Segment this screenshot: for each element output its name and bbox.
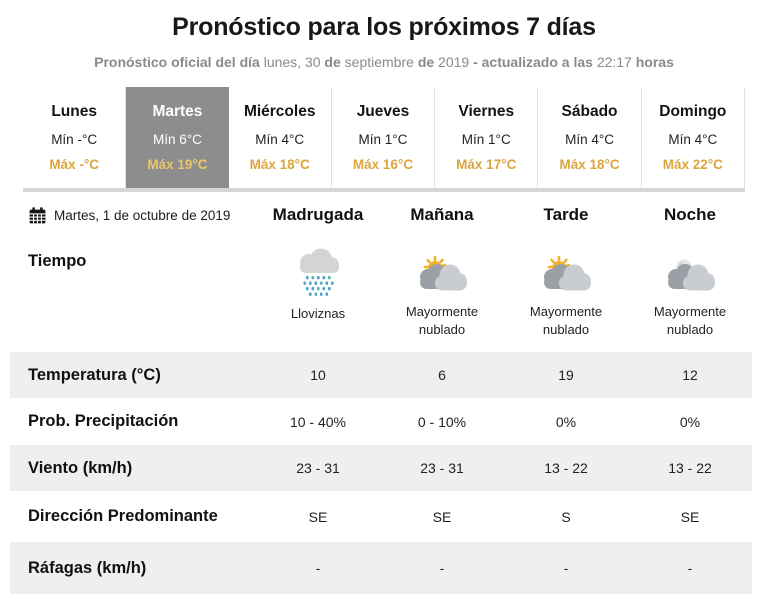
tab-day-label: Domingo — [659, 103, 727, 120]
viento-tarde: 13 - 22 — [544, 460, 588, 476]
table-row-tiempo — [10, 238, 752, 352]
mostly-cloudy-night-icon — [662, 256, 718, 300]
day-tab-miercoles[interactable] — [229, 87, 332, 188]
tab-max-temp: Máx 22°C — [662, 157, 723, 172]
subtitle-part: de — [417, 54, 435, 70]
rafagas-noche: - — [687, 560, 693, 576]
page-title: Pronóstico para los próximos 7 días — [172, 13, 596, 41]
day-tab-viernes[interactable] — [435, 87, 538, 188]
tab-max-temp: Máx 18°C — [249, 157, 310, 172]
tab-min-temp: Mín 4°C — [255, 132, 305, 147]
selected-date-label: Martes, 1 de octubre de 2019 — [54, 207, 231, 223]
tab-max-temp: Máx 16°C — [352, 157, 414, 172]
table-row-precipitacion — [10, 398, 752, 445]
table-header-row — [10, 192, 752, 238]
day-tab-martes[interactable] — [126, 87, 228, 188]
calendar-icon — [28, 206, 47, 225]
precipitacion-madrugada: 10 - 40% — [289, 413, 347, 430]
row-label-tiempo: Tiempo — [28, 252, 87, 270]
forecast-table — [10, 192, 752, 594]
tab-max-temp: Máx 17°C — [456, 157, 517, 172]
tab-day-label: Martes — [152, 103, 203, 120]
direccion-manana: SE — [432, 508, 452, 525]
forecast-subtitle — [0, 54, 768, 70]
viento-noche: 13 - 22 — [668, 460, 712, 476]
tab-max-temp: Máx -°C — [49, 157, 99, 172]
direccion-tarde: S — [561, 508, 571, 525]
viento-manana: 23 - 31 — [420, 460, 464, 476]
row-label-rafagas: Ráfagas (km/h) — [28, 558, 147, 577]
day-tab-jueves[interactable] — [332, 87, 435, 188]
tab-min-temp: Mín 1°C — [358, 132, 408, 147]
tab-max-temp: Máx 18°C — [559, 157, 620, 172]
table-row-temperatura — [10, 352, 752, 398]
day-tab-strip — [23, 87, 745, 192]
rafagas-tarde: - — [563, 560, 569, 576]
rafagas-manana: - — [439, 560, 445, 576]
table-row-direccion — [10, 491, 752, 542]
temperatura-noche: 12 — [682, 367, 698, 383]
temperatura-manana: 6 — [438, 367, 446, 383]
row-label-direccion: Dirección Predominante — [28, 507, 218, 525]
subtitle-part: lunes, 30 — [263, 54, 321, 70]
weather-cell-manana — [380, 238, 504, 338]
day-tab-sabado[interactable] — [538, 87, 641, 188]
subtitle-part: de — [324, 54, 341, 70]
direccion-noche: SE — [680, 508, 700, 525]
row-label-viento: Viento (km/h) — [28, 458, 133, 477]
temperatura-tarde: 19 — [558, 367, 574, 383]
weather-desc: Mayormente nublado — [529, 304, 603, 337]
viento-madrugada: 23 - 31 — [296, 460, 340, 476]
tab-max-temp: Máx 19°C — [147, 157, 208, 172]
weather-desc: Mayormente nublado — [405, 304, 479, 337]
day-tab-domingo[interactable] — [642, 87, 745, 188]
day-tab-lunes[interactable] — [23, 87, 126, 188]
mostly-cloudy-day-icon — [538, 256, 594, 300]
subtitle-part: septiembre — [344, 54, 414, 70]
column-header-manana: Mañana — [410, 205, 474, 224]
subtitle-part: - actualizado a las — [473, 54, 593, 70]
subtitle-part: horas — [635, 54, 674, 70]
tab-min-temp: Mín 1°C — [461, 132, 511, 147]
column-header-tarde: Tarde — [543, 205, 589, 224]
tab-min-temp: Mín 4°C — [565, 132, 614, 147]
subtitle-part: 22:17 — [596, 54, 632, 70]
row-label-temperatura: Temperatura (°C) — [28, 365, 161, 384]
tab-min-temp: Mín 6°C — [152, 132, 202, 147]
row-label-precipitacion: Prob. Precipitación — [28, 412, 179, 430]
drizzle-icon — [292, 248, 344, 302]
precipitacion-tarde: 0% — [555, 413, 577, 430]
mostly-cloudy-day-icon — [414, 256, 470, 300]
direccion-madrugada: SE — [308, 508, 328, 525]
subtitle-part: Pronóstico oficial del día — [94, 54, 260, 70]
weather-cell-noche — [628, 238, 752, 338]
tab-min-temp: Mín 4°C — [668, 132, 718, 147]
weather-desc: Lloviznas — [290, 306, 346, 321]
temperatura-madrugada: 10 — [310, 367, 326, 383]
table-row-viento — [10, 445, 752, 491]
tab-day-label: Lunes — [51, 103, 97, 120]
precipitacion-noche: 0% — [679, 413, 701, 430]
tab-min-temp: Mín -°C — [51, 132, 98, 147]
table-row-rafagas — [10, 542, 752, 594]
tab-day-label: Jueves — [356, 103, 410, 120]
tab-day-label: Sábado — [561, 103, 618, 120]
weather-cell-madrugada — [256, 238, 380, 323]
rafagas-madrugada: - — [315, 560, 321, 576]
subtitle-part: 2019 — [438, 54, 470, 70]
weather-desc: Mayormente nublado — [653, 304, 727, 337]
selected-date — [10, 206, 256, 225]
column-header-noche: Noche — [664, 205, 716, 224]
precipitacion-manana: 0 - 10% — [417, 413, 467, 430]
column-header-madrugada: Madrugada — [272, 205, 364, 224]
weather-cell-tarde — [504, 238, 628, 338]
tab-day-label: Viernes — [458, 103, 515, 120]
tab-day-label: Miércoles — [243, 103, 316, 120]
